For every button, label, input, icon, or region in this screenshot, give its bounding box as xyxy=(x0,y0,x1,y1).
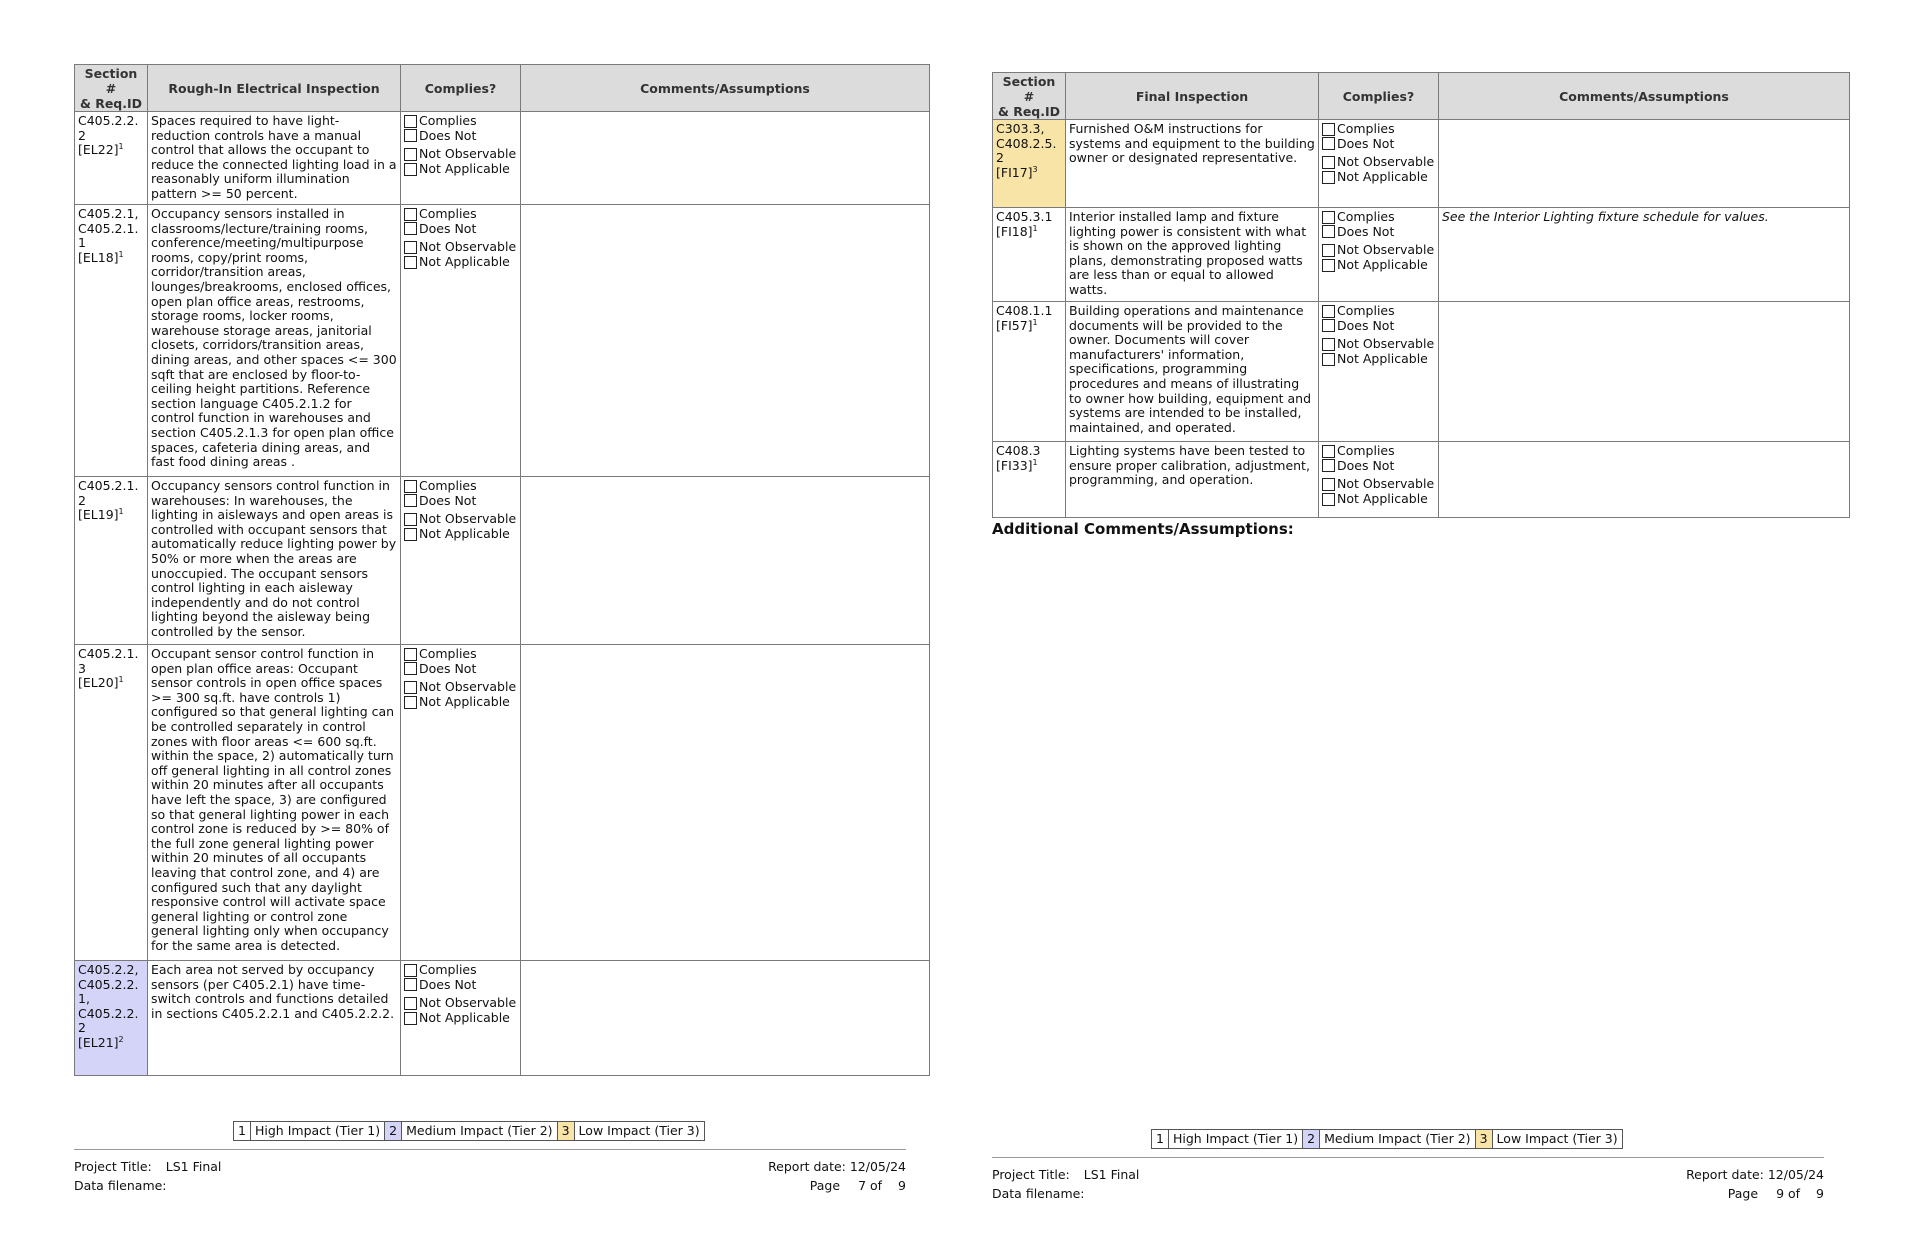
checkbox-box[interactable] xyxy=(404,528,417,541)
comments-cell xyxy=(1439,442,1850,518)
checkbox-box[interactable] xyxy=(404,129,417,142)
requirement-cell xyxy=(1066,120,1319,208)
legend-label-2: Medium Impact (Tier 2) xyxy=(1320,1130,1475,1148)
checkbox-does-not[interactable] xyxy=(404,494,517,509)
checkbox-complies[interactable] xyxy=(1322,304,1435,319)
checkbox-label: Complies xyxy=(419,113,477,128)
checkbox-not-applicable[interactable] xyxy=(1322,352,1435,367)
checkbox-not-observable[interactable] xyxy=(404,240,517,255)
checkbox-not-observable[interactable] xyxy=(404,996,517,1011)
checkbox-box[interactable] xyxy=(404,208,417,221)
checkbox-label: Not Applicable xyxy=(1337,350,1428,366)
legend-label-3: Low Impact (Tier 3) xyxy=(578,1123,700,1138)
footer-rule xyxy=(992,1157,1824,1158)
complies-cell xyxy=(1319,302,1439,442)
checkbox-not-applicable[interactable] xyxy=(1322,170,1435,185)
checkbox-label: Not Observable xyxy=(419,995,517,1011)
section-req-id-cell xyxy=(993,120,1066,208)
data-filename: Data filename: xyxy=(992,1186,1085,1201)
checkbox-box[interactable] xyxy=(1322,225,1335,238)
impact-legend xyxy=(1151,1129,1623,1149)
checkbox-box[interactable] xyxy=(1322,353,1335,366)
final-inspection-table xyxy=(992,72,1850,518)
requirement-cell xyxy=(148,645,401,961)
checkbox-not-applicable[interactable] xyxy=(1322,492,1435,507)
tier-superscript: 2 xyxy=(118,1034,124,1044)
checkbox-box[interactable] xyxy=(404,163,417,176)
checkbox-complies[interactable] xyxy=(404,114,517,129)
checkbox-box[interactable] xyxy=(1322,156,1335,169)
checkbox-not-observable[interactable] xyxy=(404,147,517,162)
legend-label-1: High Impact (Tier 1) xyxy=(1169,1130,1303,1148)
checkbox-label: Does Not xyxy=(419,976,477,992)
project-title: Project Title: LS1 Final xyxy=(992,1167,1140,1182)
table-header-row xyxy=(993,73,1850,120)
checkbox-label: Not Observable xyxy=(419,511,517,527)
checkbox-not-observable[interactable] xyxy=(404,680,517,695)
tier-superscript: 1 xyxy=(118,142,124,152)
requirement-cell xyxy=(148,961,401,1076)
tier-superscript: 1 xyxy=(118,507,124,517)
section-req-id-cell xyxy=(75,112,148,205)
checkbox-box[interactable] xyxy=(404,696,417,709)
table-row xyxy=(75,477,930,645)
checkbox-box[interactable] xyxy=(404,222,417,235)
section-req-id: C408.1.1 [FI57] xyxy=(996,303,1053,333)
tier-superscript: 3 xyxy=(1032,164,1038,174)
checkbox-label: Not Observable xyxy=(1337,476,1435,492)
checkbox-complies[interactable] xyxy=(404,479,517,494)
checkbox-label: Does Not xyxy=(419,660,477,676)
tier-superscript: 1 xyxy=(1032,223,1038,233)
tier-superscript: 1 xyxy=(118,675,124,685)
requirement-cell xyxy=(148,112,401,205)
checkbox-label: Not Applicable xyxy=(419,693,510,709)
checkbox-label: Not Observable xyxy=(1337,154,1435,170)
checkbox-box[interactable] xyxy=(404,978,417,991)
complies-cell xyxy=(1319,442,1439,518)
legend-label-2: Medium Impact (Tier 2) xyxy=(402,1122,557,1140)
checkbox-box[interactable] xyxy=(404,681,417,694)
checkbox-does-not[interactable] xyxy=(404,222,517,237)
section-req-id: C405.2.2. 2 [EL22] xyxy=(78,113,139,158)
checkbox-box[interactable] xyxy=(404,256,417,269)
section-req-id: C405.2.2, C405.2.2. 1, C405.2.2. 2 [EL21] xyxy=(78,962,139,1050)
legend-label-1: High Impact (Tier 1) xyxy=(251,1122,385,1140)
checkbox-does-not[interactable] xyxy=(1322,225,1435,240)
requirement-text: Each area not served by occupancy sensors (per C405.2.1) have time-switch controls and functions detailed in sections C405.2.2.1 and C405.2.2.2. xyxy=(151,962,395,1021)
legend-num-2: 2 xyxy=(1303,1130,1320,1148)
comments-cell xyxy=(521,645,930,961)
legend-num-3: 3 xyxy=(1476,1130,1493,1148)
checkbox-label: Not Observable xyxy=(419,239,517,255)
checkbox-label: Complies xyxy=(419,478,477,493)
checkbox-label: Complies xyxy=(1337,303,1395,318)
tier-superscript: 1 xyxy=(118,249,124,259)
section-req-id: C405.2.1, C405.2.1. 1 [EL18] xyxy=(78,206,139,265)
section-req-id-cell xyxy=(75,477,148,645)
legend-num-1: 1 xyxy=(234,1122,251,1140)
table-row xyxy=(75,645,930,961)
tier-superscript: 1 xyxy=(1032,457,1038,467)
report-date: Report date: 12/05/24 xyxy=(1686,1167,1824,1182)
comments-cell xyxy=(1439,302,1850,442)
legend-num-2: 2 xyxy=(385,1122,402,1140)
checkbox-label: Does Not xyxy=(419,492,477,508)
complies-cell xyxy=(401,645,521,961)
checkbox-complies[interactable] xyxy=(404,963,517,978)
checkbox-complies[interactable] xyxy=(1322,122,1435,137)
table-header-row xyxy=(75,65,930,112)
checkbox-not-applicable[interactable] xyxy=(404,527,517,542)
checkbox-label: Not Applicable xyxy=(1337,490,1428,506)
checkbox-box[interactable] xyxy=(404,148,417,161)
comments-cell xyxy=(521,112,930,205)
checkbox-box[interactable] xyxy=(404,964,417,977)
header-complies: Complies? xyxy=(1319,73,1439,120)
header-inspection: Final Inspection xyxy=(1066,73,1319,120)
checkbox-box[interactable] xyxy=(404,662,417,675)
checkbox-label: Does Not xyxy=(419,220,477,236)
checkbox-does-not[interactable] xyxy=(1322,459,1435,474)
header-comments: Comments/Assumptions xyxy=(1439,73,1850,120)
requirement-text: Spaces required to have light-reduction controls have a manual control that allows the occupant to reduce the connected lighting load in a reasonably uniform illumination pattern >= 50 percent. xyxy=(151,113,397,201)
section-req-id-cell xyxy=(993,208,1066,302)
checkbox-box[interactable] xyxy=(1322,445,1335,458)
section-req-id: C405.2.1. 3 [EL20] xyxy=(78,646,139,691)
checkbox-complies[interactable] xyxy=(404,207,517,222)
checkbox-label: Complies xyxy=(419,962,477,977)
section-req-id-cell xyxy=(75,961,148,1076)
requirement-cell xyxy=(148,477,401,645)
section-req-id: C405.3.1 [FI18] xyxy=(996,209,1053,239)
complies-cell xyxy=(1319,208,1439,302)
legend-label-3: Low Impact (Tier 3) xyxy=(1496,1131,1618,1146)
section-req-id-cell xyxy=(993,442,1066,518)
table-row xyxy=(75,205,930,477)
requirement-text: Occupant sensor control function in open plan office areas: Occupant sensor controls in open office spaces >= 300 sq.ft. have controls 1) configured so that general lighting can be controlled separately in control zones with floor areas <= 600 sq.ft. within the space, 2) automatically turn off general lighting in all control zones within 20 minutes after all occupants have left the space, 3) are configured so that general lighting power in each control zone is reduced by >= 80% of the full zone general lighting power within 20 minutes of all occupants leaving that control zone, and 4) are configured such that any daylight responsive control will activate space general lighting or control zone general lighting only when occupancy for the same area is detected. xyxy=(151,646,395,953)
checkbox-box[interactable] xyxy=(404,648,417,661)
checkbox-complies[interactable] xyxy=(1322,444,1435,459)
complies-cell xyxy=(401,205,521,477)
checkbox-label: Does Not xyxy=(419,127,477,143)
checkbox-box[interactable] xyxy=(1322,319,1335,332)
header-section: Section # & Req.ID xyxy=(993,73,1066,120)
checkbox-box[interactable] xyxy=(1322,338,1335,351)
data-filename: Data filename: xyxy=(74,1178,167,1193)
header-inspection: Rough-In Electrical Inspection xyxy=(148,65,401,112)
checkbox-box[interactable] xyxy=(1322,211,1335,224)
complies-cell xyxy=(401,961,521,1076)
checkbox-box[interactable] xyxy=(404,513,417,526)
checkbox-does-not[interactable] xyxy=(1322,319,1435,334)
requirement-text: Lighting systems have been tested to ensure proper calibration, adjustment, programming, and operation. xyxy=(1069,443,1310,488)
checkbox-box[interactable] xyxy=(1322,493,1335,506)
section-req-id-cell xyxy=(75,205,148,477)
checkbox-not-applicable[interactable] xyxy=(404,162,517,177)
header-complies: Complies? xyxy=(401,65,521,112)
checkbox-box[interactable] xyxy=(404,241,417,254)
checkbox-not-applicable[interactable] xyxy=(1322,258,1435,273)
requirement-cell xyxy=(1066,302,1319,442)
checkbox-box[interactable] xyxy=(404,1012,417,1025)
checkbox-does-not[interactable] xyxy=(404,978,517,993)
footer-rule xyxy=(74,1149,906,1150)
requirement-text: Occupancy sensors control function in warehouses: In warehouses, the lighting in aisleways and open areas is controlled with occupant sensors that automatically reduce lighting power by 50% or more when the areas are unoccupied. The occupant sensors control lighting in each aisleway independently and do not control lighting beyond the aisleway being controlled by the sensor. xyxy=(151,478,397,639)
page-number: Page 7 of 9 xyxy=(809,1178,906,1193)
legend-num-1: 1 xyxy=(1152,1130,1169,1148)
checkbox-not-applicable[interactable] xyxy=(404,695,517,710)
checkbox-label: Not Applicable xyxy=(419,253,510,269)
checkbox-label: Not Applicable xyxy=(1337,256,1428,272)
checkbox-label: Not Applicable xyxy=(419,1009,510,1025)
checkbox-box[interactable] xyxy=(1322,459,1335,472)
header-comments: Comments/Assumptions xyxy=(521,65,930,112)
checkbox-box[interactable] xyxy=(1322,259,1335,272)
table-row xyxy=(75,961,930,1076)
comments-cell xyxy=(1439,208,1850,302)
requirement-text: Furnished O&M instructions for systems and equipment to the building owner or designated representative. xyxy=(1069,121,1315,166)
checkbox-box[interactable] xyxy=(404,115,417,128)
section-req-id: C303.3, C408.2.5. 2 [FI17] xyxy=(996,121,1057,180)
rough-in-table xyxy=(74,64,930,1076)
checkbox-label: Not Observable xyxy=(419,146,517,162)
checkbox-label: Complies xyxy=(1337,209,1395,224)
checkbox-label: Not Applicable xyxy=(419,160,510,176)
checkbox-label: Not Observable xyxy=(1337,336,1435,352)
requirement-cell xyxy=(1066,442,1319,518)
table-row xyxy=(75,112,930,205)
checkbox-complies[interactable] xyxy=(404,647,517,662)
left-page xyxy=(74,64,930,1193)
table-row xyxy=(993,302,1850,442)
table-row xyxy=(993,120,1850,208)
comments-cell xyxy=(1439,120,1850,208)
checkbox-box[interactable] xyxy=(1322,171,1335,184)
final-inspection-rows xyxy=(993,120,1850,518)
checkbox-not-observable[interactable] xyxy=(1322,243,1435,258)
checkbox-box[interactable] xyxy=(1322,478,1335,491)
checkbox-label: Does Not xyxy=(1337,223,1395,239)
checkbox-box[interactable] xyxy=(1322,123,1335,136)
header-section: Section # & Req.ID xyxy=(75,65,148,112)
section-req-id: C408.3 [FI33] xyxy=(996,443,1041,473)
additional-comments-heading: Additional Comments/Assumptions: xyxy=(992,520,1294,538)
comments-cell xyxy=(521,961,930,1076)
checkbox-not-applicable[interactable] xyxy=(404,1011,517,1026)
comment-text: See the Interior Lighting fixture schedule for values. xyxy=(1442,209,1769,224)
table-row xyxy=(993,208,1850,302)
rough-in-rows xyxy=(75,112,930,1076)
project-title: Project Title: LS1 Final xyxy=(74,1159,222,1174)
requirement-text: Building operations and maintenance documents will be provided to the owner. Documents will cover manufacturers' information, specifications, programming procedures and means of illustrating to owner how building, equipment and systems are intended to be installed, maintained, and operated. xyxy=(1069,303,1312,435)
comments-cell xyxy=(521,477,930,645)
checkbox-complies[interactable] xyxy=(1322,210,1435,225)
checkbox-not-observable[interactable] xyxy=(1322,337,1435,352)
table-row xyxy=(993,442,1850,518)
comments-cell xyxy=(521,205,930,477)
complies-cell xyxy=(1319,120,1439,208)
checkbox-label: Complies xyxy=(419,206,477,221)
impact-legend xyxy=(233,1121,705,1141)
requirement-text: Occupancy sensors installed in classrooms/lecture/training rooms, conference/meeting/multipurpose rooms, copy/print rooms, corridor/transition areas, lounges/breakrooms, enclosed offices, open plan office areas, restrooms, storage rooms, locker rooms, warehouse storage areas, janitorial closets, corridors/transition areas, dining areas, and other spaces <= 300 sqft that are enclosed by floor-to-ceiling height partitions. Reference section language C405.2.1.2 for control function in warehouses and section C405.2.1.3 for open plan office spaces, cafeteria dining areas, and fast food dining areas . xyxy=(151,206,397,470)
checkbox-does-not[interactable] xyxy=(404,662,517,677)
checkbox-label: Not Applicable xyxy=(419,525,510,541)
checkbox-box[interactable] xyxy=(404,997,417,1010)
checkbox-does-not[interactable] xyxy=(404,129,517,144)
report-date: Report date: 12/05/24 xyxy=(768,1159,906,1174)
section-req-id-cell xyxy=(993,302,1066,442)
checkbox-label: Complies xyxy=(1337,443,1395,458)
complies-cell xyxy=(401,112,521,205)
checkbox-box[interactable] xyxy=(1322,305,1335,318)
right-page xyxy=(992,72,1850,1201)
checkbox-label: Complies xyxy=(1337,121,1395,136)
checkbox-box[interactable] xyxy=(404,480,417,493)
checkbox-label: Does Not xyxy=(1337,317,1395,333)
checkbox-label: Does Not xyxy=(1337,135,1395,151)
checkbox-label: Does Not xyxy=(1337,457,1395,473)
checkbox-box[interactable] xyxy=(1322,137,1335,150)
section-req-id-cell xyxy=(75,645,148,961)
checkbox-not-observable[interactable] xyxy=(1322,477,1435,492)
checkbox-not-observable[interactable] xyxy=(404,512,517,527)
checkbox-not-applicable[interactable] xyxy=(404,255,517,270)
tier-superscript: 1 xyxy=(1032,317,1038,327)
checkbox-label: Not Observable xyxy=(1337,242,1435,258)
complies-cell xyxy=(401,477,521,645)
legend-num-3: 3 xyxy=(558,1122,575,1140)
requirement-text: Interior installed lamp and fixture lighting power is consistent with what is shown on the approved lighting plans, demonstrating proposed watts are less than or equal to allowed watts. xyxy=(1069,209,1307,297)
checkbox-label: Not Applicable xyxy=(1337,168,1428,184)
section-req-id: C405.2.1. 2 [EL19] xyxy=(78,478,139,523)
checkbox-does-not[interactable] xyxy=(1322,137,1435,152)
checkbox-box[interactable] xyxy=(404,494,417,507)
requirement-cell xyxy=(1066,208,1319,302)
checkbox-label: Not Observable xyxy=(419,679,517,695)
page-number: Page 9 of 9 xyxy=(1727,1186,1824,1201)
checkbox-label: Complies xyxy=(419,646,477,661)
checkbox-box[interactable] xyxy=(1322,244,1335,257)
requirement-cell xyxy=(148,205,401,477)
checkbox-not-observable[interactable] xyxy=(1322,155,1435,170)
